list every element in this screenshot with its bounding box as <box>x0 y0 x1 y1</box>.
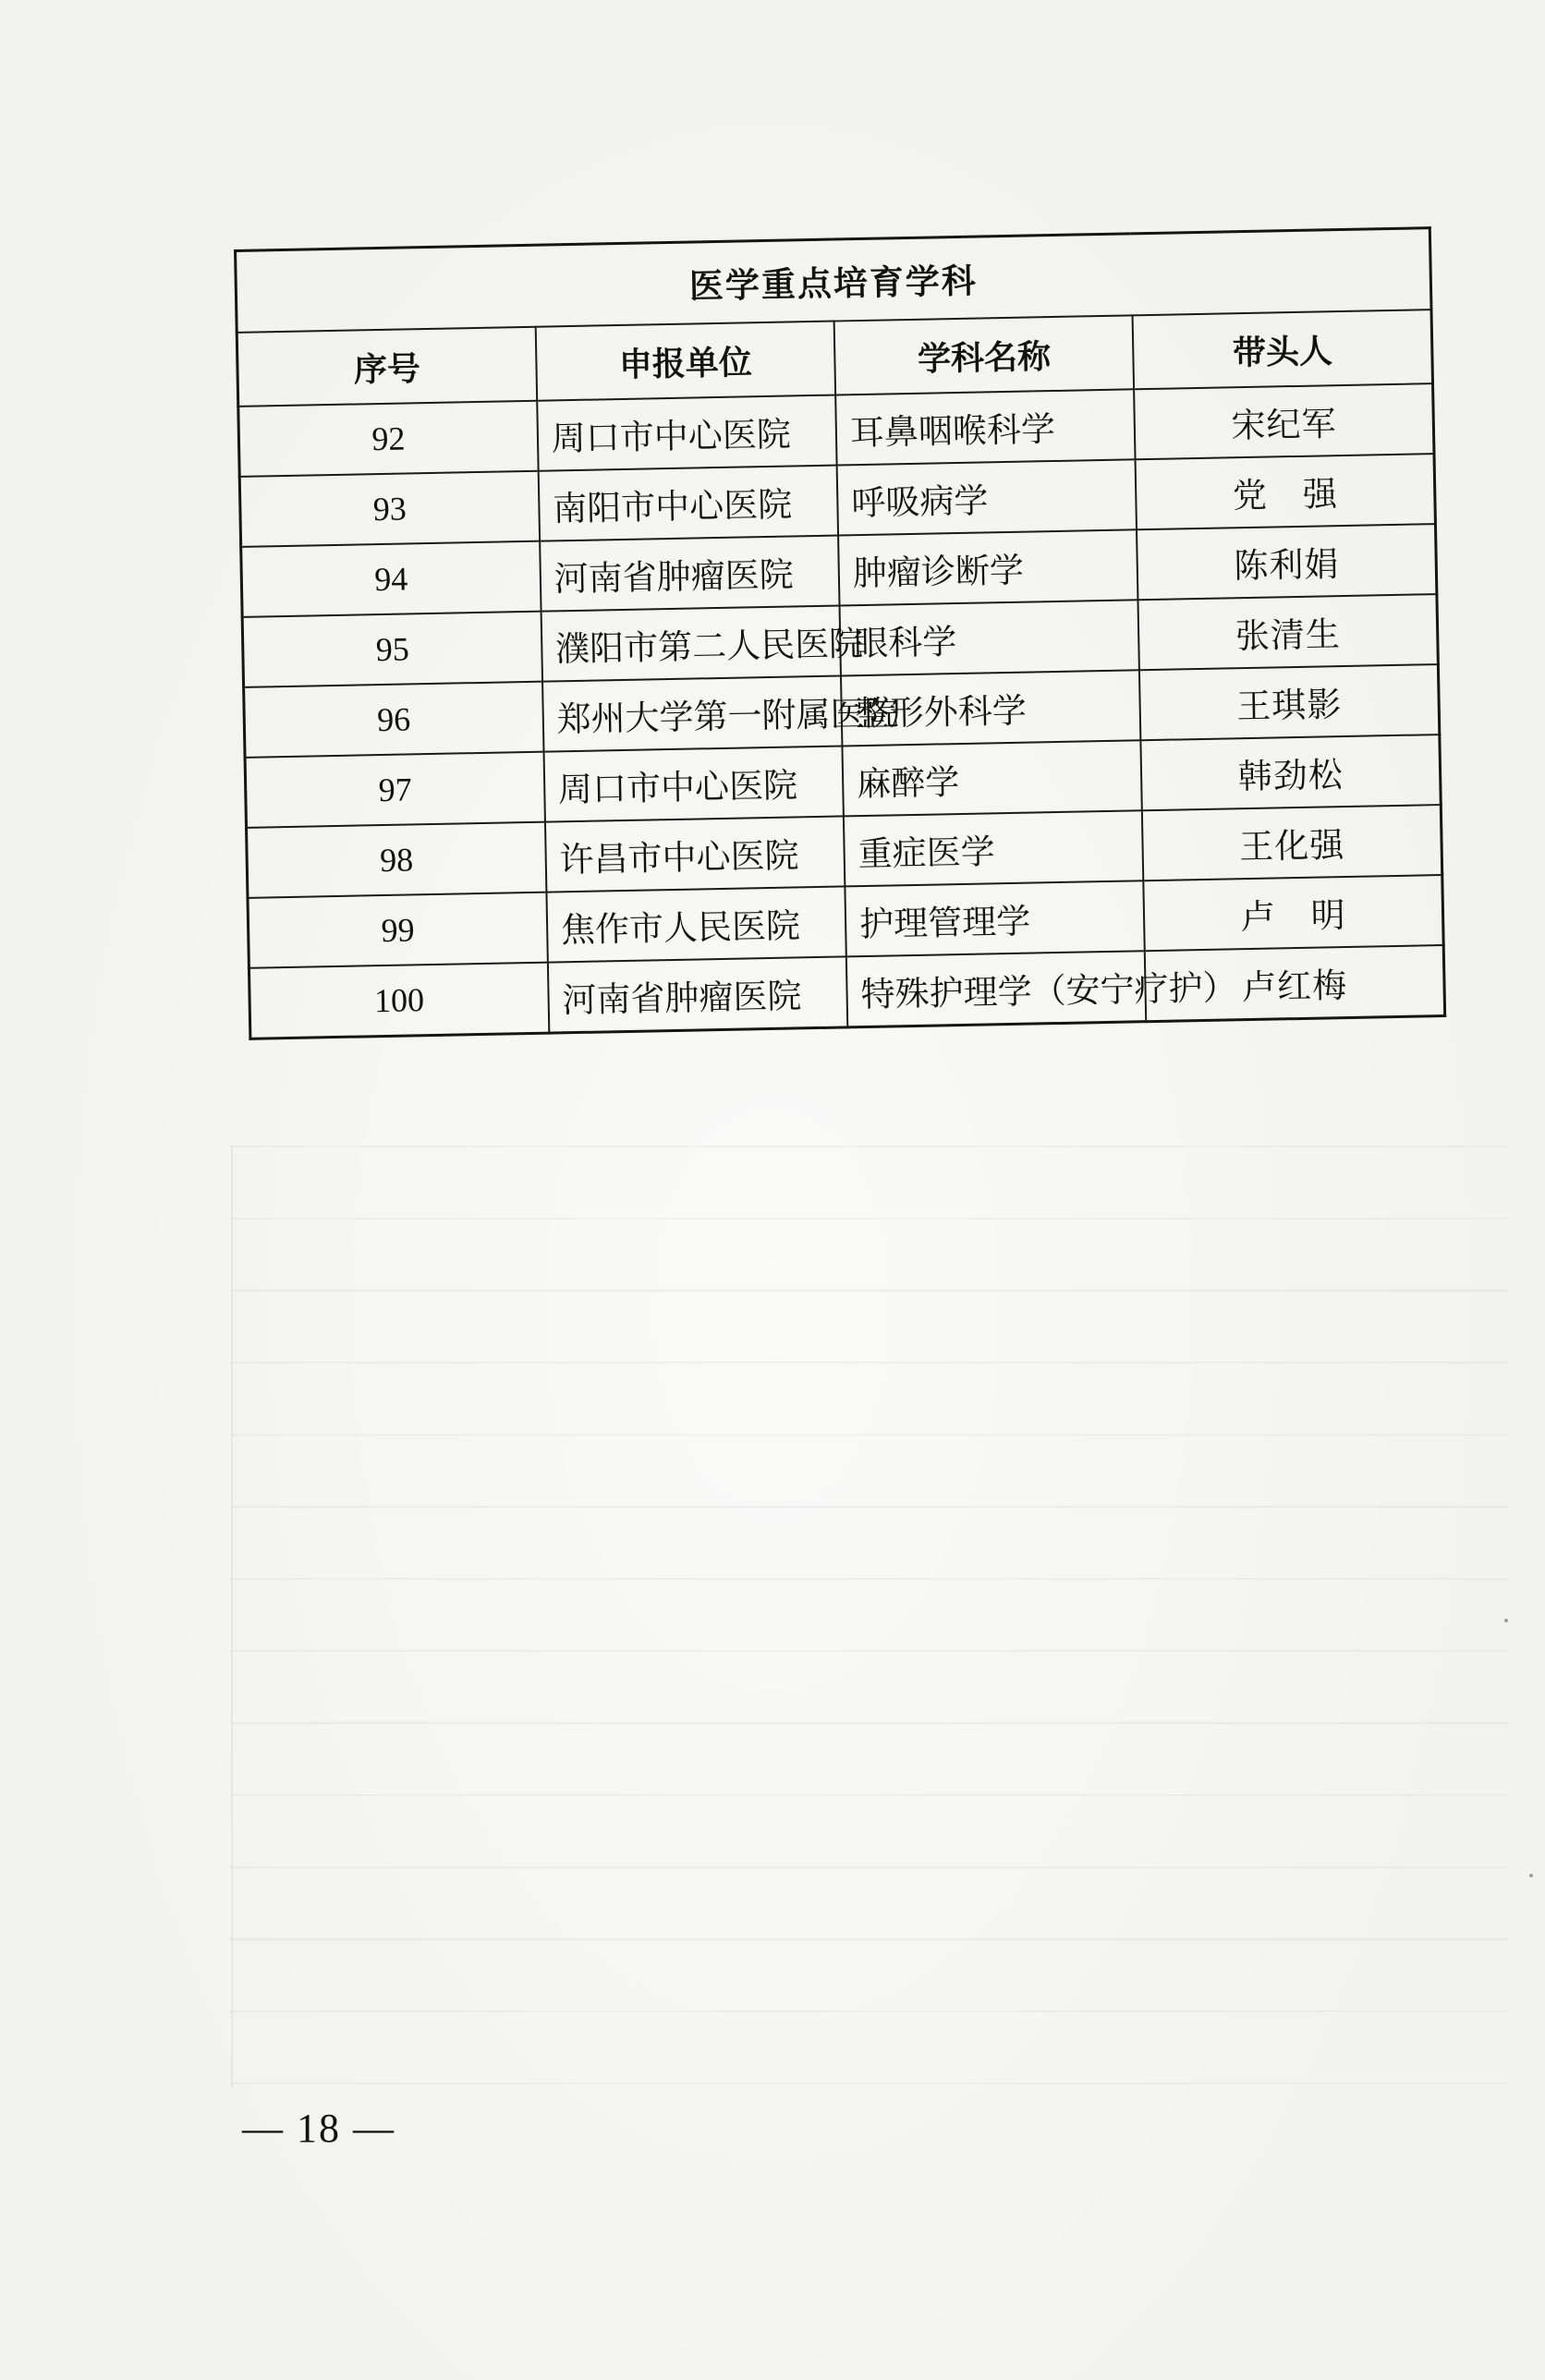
row-unit: 河南省肿瘤医院 <box>540 536 840 612</box>
header-leader: 带头人 <box>1133 310 1433 389</box>
table-title: 医学重点培育学科 <box>236 228 1431 333</box>
discipline-table-container <box>234 226 1450 1040</box>
row-subject: 呼吸病学 <box>837 459 1137 535</box>
row-leader: 陈利娟 <box>1137 524 1437 600</box>
row-subject: 整形外科学 <box>841 670 1141 746</box>
row-seq: 99 <box>248 892 548 968</box>
row-leader: 王化强 <box>1142 805 1442 880</box>
row-leader: 韩劲松 <box>1141 735 1442 810</box>
row-seq: 92 <box>238 401 539 477</box>
row-seq: 93 <box>239 471 540 547</box>
page-number: — 18 — <box>242 2106 395 2151</box>
header-seq: 序号 <box>237 327 537 407</box>
row-subject: 麻醉学 <box>842 740 1142 816</box>
row-subject: 护理管理学 <box>845 880 1145 956</box>
paper-speck <box>1504 1619 1508 1622</box>
row-leader: 张清生 <box>1138 594 1439 670</box>
row-seq: 95 <box>242 612 542 687</box>
row-unit: 许昌市中心医院 <box>545 816 845 892</box>
row-seq: 94 <box>241 541 541 617</box>
row-unit: 周口市中心医院 <box>537 395 837 471</box>
header-subject: 学科名称 <box>834 315 1135 395</box>
row-unit: 濮阳市第二人民医院 <box>541 605 841 681</box>
row-seq: 96 <box>244 682 544 758</box>
row-leader: 党 强 <box>1136 454 1436 529</box>
row-unit: 河南省肿瘤医院 <box>548 956 848 1033</box>
header-unit: 申报单位 <box>535 322 835 401</box>
row-unit: 焦作市人民医院 <box>546 886 846 962</box>
row-leader: 宋纪军 <box>1134 383 1434 459</box>
row-subject: 重症医学 <box>844 810 1144 886</box>
row-leader: 王琪影 <box>1139 664 1440 740</box>
row-seq: 100 <box>249 963 549 1039</box>
row-subject: 耳鼻咽喉科学 <box>835 389 1136 465</box>
row-unit: 周口市中心医院 <box>543 746 844 821</box>
medical-key-cultivation-discipline-table <box>234 226 1446 1040</box>
paper-speck <box>1529 1874 1533 1877</box>
row-seq: 97 <box>245 752 545 828</box>
row-leader: 卢 明 <box>1144 875 1444 951</box>
row-subject: 肿瘤诊断学 <box>838 529 1138 605</box>
row-leader: 卢红梅 <box>1145 945 1445 1022</box>
row-unit: 郑州大学第一附属医院 <box>542 675 843 751</box>
row-subject: 眼科学 <box>840 600 1140 675</box>
row-seq: 98 <box>247 822 547 898</box>
row-unit: 南阳市中心医院 <box>538 466 838 541</box>
reverse-side-show-through <box>231 1146 1508 2088</box>
row-subject: 特殊护理学（安宁疗护） <box>846 951 1147 1027</box>
